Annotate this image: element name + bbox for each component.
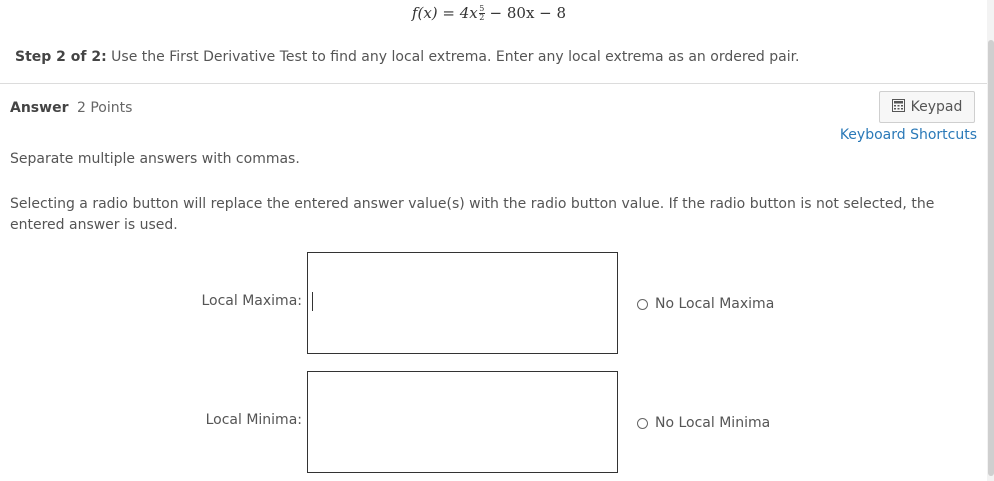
keypad-label: Keypad: [910, 99, 963, 115]
text-cursor: [312, 292, 313, 311]
points-label: 2 Points: [77, 100, 133, 116]
local-maxima-label: Local Maxima:: [201, 293, 302, 309]
keyboard-shortcuts-link[interactable]: Keyboard Shortcuts: [839, 127, 977, 143]
divider: [0, 83, 988, 84]
no-local-minima-label: No Local Minima: [655, 415, 771, 431]
step-prefix: Step 2 of 2:: [15, 49, 107, 65]
formula-exponent: 5 2: [479, 4, 485, 22]
separate-instruction: Separate multiple answers with commas.: [10, 151, 300, 167]
local-minima-label: Local Minima:: [205, 412, 302, 428]
scrollbar-thumb[interactable]: [988, 40, 994, 476]
radio-circle[interactable]: [637, 299, 648, 310]
no-local-maxima-radio[interactable]: [637, 296, 774, 312]
no-local-maxima-label: No Local Maxima: [655, 296, 775, 312]
answer-label: Answer: [10, 100, 69, 116]
step-instruction: [15, 49, 800, 65]
keypad-button[interactable]: [879, 91, 975, 123]
local-maxima-input[interactable]: [307, 252, 618, 354]
radio-instruction: Selecting a radio button will replace the entered answer value(s) with the radio button value. If the radio button is not selected, the entered answer is used.: [10, 196, 935, 233]
step-text: Use the First Derivative Test to find any local extrema. Enter any local extrema as an ordered pair.: [106, 49, 800, 65]
scrollbar[interactable]: [987, 0, 994, 481]
local-minima-input[interactable]: [307, 371, 618, 473]
function-formula: [0, 4, 978, 22]
no-local-minima-radio[interactable]: [637, 415, 770, 431]
radio-circle[interactable]: [637, 418, 648, 429]
calculator-icon: [892, 99, 905, 116]
formula-rest: − 80x − 8: [484, 4, 567, 22]
formula-lhs: f(x) = 4x: [411, 4, 478, 22]
